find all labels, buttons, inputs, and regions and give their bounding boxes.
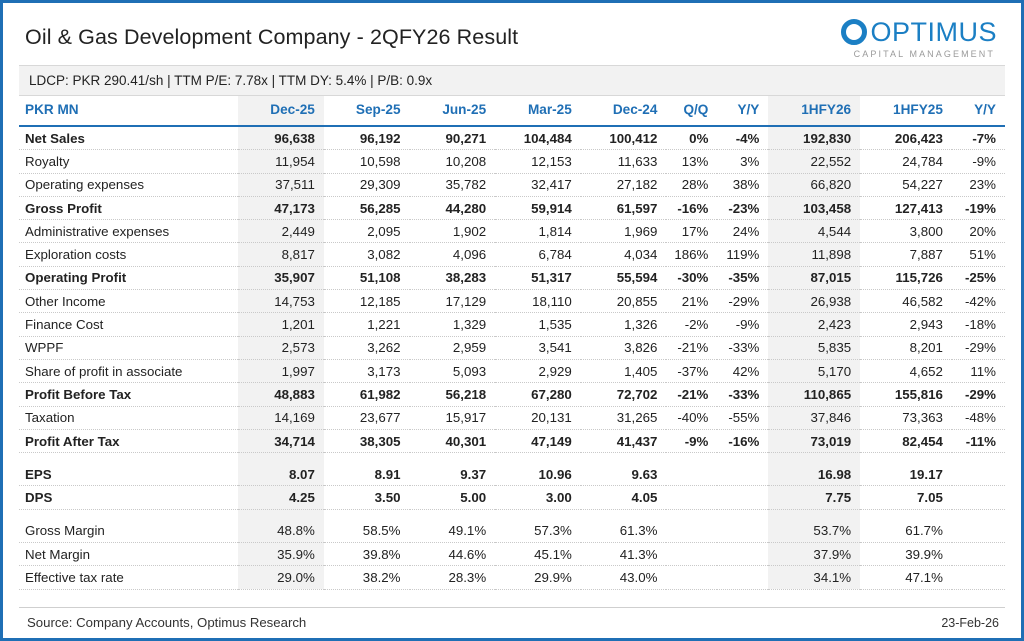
table-body bbox=[19, 126, 1005, 589]
table-cell bbox=[717, 520, 768, 543]
table-cell: -21% bbox=[666, 383, 717, 406]
table-cell: 10,208 bbox=[410, 150, 496, 173]
table-cell: 55,594 bbox=[581, 266, 667, 289]
table-cell bbox=[860, 509, 952, 520]
table-cell: -11% bbox=[952, 429, 1005, 452]
table-cell: 3,262 bbox=[324, 336, 410, 359]
table-cell: 6,784 bbox=[495, 243, 581, 266]
table-cell: 110,865 bbox=[768, 383, 860, 406]
row-label: Administrative expenses bbox=[19, 220, 238, 243]
table-cell: 47,173 bbox=[238, 196, 324, 219]
table-cell: 5,093 bbox=[410, 359, 496, 382]
table-cell bbox=[666, 453, 717, 464]
table-cell bbox=[238, 453, 324, 464]
table-cell bbox=[324, 453, 410, 464]
row-label: Effective tax rate bbox=[19, 566, 238, 589]
table-cell: 38% bbox=[717, 173, 768, 196]
table-cell: 4,096 bbox=[410, 243, 496, 266]
table-cell: -33% bbox=[717, 383, 768, 406]
col-header-1hfy26: 1HFY26 bbox=[768, 96, 860, 126]
table-cell: 54,227 bbox=[860, 173, 952, 196]
table-cell: 1,814 bbox=[495, 220, 581, 243]
table-header-row bbox=[19, 96, 1005, 126]
table-cell: -30% bbox=[666, 266, 717, 289]
table-cell: 44.6% bbox=[410, 543, 496, 566]
table-cell: 11,954 bbox=[238, 150, 324, 173]
row-label: WPPF bbox=[19, 336, 238, 359]
table-cell: 14,169 bbox=[238, 406, 324, 429]
table-cell bbox=[717, 453, 768, 464]
table-cell: 87,015 bbox=[768, 266, 860, 289]
table-row bbox=[19, 243, 1005, 266]
row-label: Gross Margin bbox=[19, 520, 238, 543]
row-label: Operating Profit bbox=[19, 266, 238, 289]
table-cell: 67,280 bbox=[495, 383, 581, 406]
table-cell: 41.3% bbox=[581, 543, 667, 566]
table-cell: 90,271 bbox=[410, 126, 496, 150]
row-label: Royalty bbox=[19, 150, 238, 173]
logo-tagline: CAPITAL MANAGEMENT bbox=[853, 49, 995, 59]
row-label: Other Income bbox=[19, 290, 238, 313]
table-cell: 119% bbox=[717, 243, 768, 266]
table-cell: 38,283 bbox=[410, 266, 496, 289]
table-cell: 4,652 bbox=[860, 359, 952, 382]
table-row bbox=[19, 150, 1005, 173]
table-row bbox=[19, 566, 1005, 589]
table-cell: 38.2% bbox=[324, 566, 410, 589]
table-cell: 35,782 bbox=[410, 173, 496, 196]
table-cell: 51,317 bbox=[495, 266, 581, 289]
table-cell: -9% bbox=[717, 313, 768, 336]
row-label: Profit Before Tax bbox=[19, 383, 238, 406]
table-cell bbox=[324, 509, 410, 520]
optimus-circle-icon bbox=[841, 19, 867, 45]
table-row bbox=[19, 406, 1005, 429]
table-cell: -25% bbox=[952, 266, 1005, 289]
table-row bbox=[19, 429, 1005, 452]
table-cell: 4,544 bbox=[768, 220, 860, 243]
table-cell: 3,541 bbox=[495, 336, 581, 359]
col-header-jun25: Jun-25 bbox=[410, 96, 496, 126]
table-cell bbox=[581, 453, 667, 464]
table-cell: 20,855 bbox=[581, 290, 667, 313]
table-cell: 38,305 bbox=[324, 429, 410, 452]
table-row bbox=[19, 266, 1005, 289]
table-cell: 10.96 bbox=[495, 463, 581, 486]
table-row bbox=[19, 126, 1005, 150]
table-cell: 3.00 bbox=[495, 486, 581, 509]
table-cell: 46,582 bbox=[860, 290, 952, 313]
table-cell: 206,423 bbox=[860, 126, 952, 150]
table-cell: 42% bbox=[717, 359, 768, 382]
table-cell: 15,917 bbox=[410, 406, 496, 429]
table-cell: 12,185 bbox=[324, 290, 410, 313]
row-label: Taxation bbox=[19, 406, 238, 429]
table-cell: 5.00 bbox=[410, 486, 496, 509]
report-header bbox=[17, 13, 1007, 65]
table-cell: 1,969 bbox=[581, 220, 667, 243]
table-cell: 61,982 bbox=[324, 383, 410, 406]
table-cell: 2,573 bbox=[238, 336, 324, 359]
table-cell bbox=[666, 463, 717, 486]
table-cell: -37% bbox=[666, 359, 717, 382]
table-cell: 7.75 bbox=[768, 486, 860, 509]
table-cell bbox=[717, 486, 768, 509]
table-cell: 1,535 bbox=[495, 313, 581, 336]
table-cell: -35% bbox=[717, 266, 768, 289]
table-row bbox=[19, 463, 1005, 486]
table-cell: 37,511 bbox=[238, 173, 324, 196]
table-cell: 37,846 bbox=[768, 406, 860, 429]
table-cell: 31,265 bbox=[581, 406, 667, 429]
row-label: Gross Profit bbox=[19, 196, 238, 219]
col-header-qoq: Q/Q bbox=[666, 96, 717, 126]
table-cell bbox=[666, 543, 717, 566]
table-cell: 17% bbox=[666, 220, 717, 243]
financial-results-table bbox=[19, 96, 1005, 590]
table-cell: 96,192 bbox=[324, 126, 410, 150]
table-cell: 29.9% bbox=[495, 566, 581, 589]
table-cell: 48,883 bbox=[238, 383, 324, 406]
table-cell: 96,638 bbox=[238, 126, 324, 150]
table-cell: 24,784 bbox=[860, 150, 952, 173]
company-logo bbox=[841, 17, 1001, 59]
table-cell: 28% bbox=[666, 173, 717, 196]
col-header-sep25: Sep-25 bbox=[324, 96, 410, 126]
row-label: Exploration costs bbox=[19, 243, 238, 266]
table-cell: 22,552 bbox=[768, 150, 860, 173]
table-cell: 9.63 bbox=[581, 463, 667, 486]
table-row bbox=[19, 313, 1005, 336]
table-cell bbox=[495, 453, 581, 464]
table-cell: 1,221 bbox=[324, 313, 410, 336]
table-cell: 16.98 bbox=[768, 463, 860, 486]
table-cell: -9% bbox=[666, 429, 717, 452]
table-cell: -23% bbox=[717, 196, 768, 219]
table-cell: 51,108 bbox=[324, 266, 410, 289]
table-cell: 4.05 bbox=[581, 486, 667, 509]
logo-wordmark: OPTIMUS bbox=[870, 17, 997, 47]
table-cell: 1,329 bbox=[410, 313, 496, 336]
table-cell: 3.50 bbox=[324, 486, 410, 509]
table-cell: 61,597 bbox=[581, 196, 667, 219]
source-note: Source: Company Accounts, Optimus Research bbox=[27, 615, 307, 630]
table-cell: 18,110 bbox=[495, 290, 581, 313]
table-cell: 23% bbox=[952, 173, 1005, 196]
table-cell: 0% bbox=[666, 126, 717, 150]
table-cell: 1,997 bbox=[238, 359, 324, 382]
table-cell bbox=[952, 486, 1005, 509]
row-label: Net Margin bbox=[19, 543, 238, 566]
table-cell bbox=[860, 453, 952, 464]
table-cell: -16% bbox=[717, 429, 768, 452]
table-cell: 104,484 bbox=[495, 126, 581, 150]
table-cell: 43.0% bbox=[581, 566, 667, 589]
table-cell: -7% bbox=[952, 126, 1005, 150]
row-label: Net Sales bbox=[19, 126, 238, 150]
table-cell: -9% bbox=[952, 150, 1005, 173]
table-cell: -40% bbox=[666, 406, 717, 429]
table-cell: 53.7% bbox=[768, 520, 860, 543]
table-cell: -29% bbox=[952, 336, 1005, 359]
table-cell: 1,902 bbox=[410, 220, 496, 243]
table-cell bbox=[238, 509, 324, 520]
table-cell: 82,454 bbox=[860, 429, 952, 452]
table-cell: 57.3% bbox=[495, 520, 581, 543]
table-cell bbox=[717, 566, 768, 589]
table-cell: 17,129 bbox=[410, 290, 496, 313]
table-cell: 2,095 bbox=[324, 220, 410, 243]
table-cell: 192,830 bbox=[768, 126, 860, 150]
table-row bbox=[19, 359, 1005, 382]
row-label: EPS bbox=[19, 463, 238, 486]
table-cell: 20% bbox=[952, 220, 1005, 243]
row-label: Finance Cost bbox=[19, 313, 238, 336]
table-cell bbox=[666, 509, 717, 520]
table-cell: 29.0% bbox=[238, 566, 324, 589]
table-row bbox=[19, 520, 1005, 543]
col-header-label: PKR MN bbox=[19, 96, 238, 126]
table-cell: 5,170 bbox=[768, 359, 860, 382]
table-cell: 2,449 bbox=[238, 220, 324, 243]
col-header-dec25: Dec-25 bbox=[238, 96, 324, 126]
table-cell: 21% bbox=[666, 290, 717, 313]
table-cell: 3,826 bbox=[581, 336, 667, 359]
table-cell bbox=[666, 486, 717, 509]
table-row bbox=[19, 173, 1005, 196]
table-cell: 2,943 bbox=[860, 313, 952, 336]
table-cell bbox=[768, 453, 860, 464]
table-cell: 51% bbox=[952, 243, 1005, 266]
table-cell: 8.07 bbox=[238, 463, 324, 486]
table-cell bbox=[666, 566, 717, 589]
table-cell: 1,201 bbox=[238, 313, 324, 336]
table-cell: -48% bbox=[952, 406, 1005, 429]
table-cell: 44,280 bbox=[410, 196, 496, 219]
table-cell: 100,412 bbox=[581, 126, 667, 150]
row-label: Share of profit in associate bbox=[19, 359, 238, 382]
page-title: Oil & Gas Development Company - 2QFY26 Result bbox=[25, 25, 519, 49]
valuation-summary-band: LDCP: PKR 290.41/sh | TTM P/E: 7.78x | TTM DY: 5.4% | P/B: 0.9x bbox=[19, 65, 1005, 96]
table-cell: 23,677 bbox=[324, 406, 410, 429]
table-cell: 5,835 bbox=[768, 336, 860, 359]
table-cell: 103,458 bbox=[768, 196, 860, 219]
table-row bbox=[19, 543, 1005, 566]
table-cell: 47,149 bbox=[495, 429, 581, 452]
row-label bbox=[19, 509, 238, 520]
table-cell: -19% bbox=[952, 196, 1005, 219]
table-cell: 39.9% bbox=[860, 543, 952, 566]
table-cell: 72,702 bbox=[581, 383, 667, 406]
table-spacer-row bbox=[19, 453, 1005, 464]
table-cell: 37.9% bbox=[768, 543, 860, 566]
table-cell: 1,405 bbox=[581, 359, 667, 382]
table-cell: 155,816 bbox=[860, 383, 952, 406]
row-label: Operating expenses bbox=[19, 173, 238, 196]
table-cell: 20,131 bbox=[495, 406, 581, 429]
table-cell: 56,285 bbox=[324, 196, 410, 219]
table-cell bbox=[952, 520, 1005, 543]
table-cell: 115,726 bbox=[860, 266, 952, 289]
table-cell: 56,218 bbox=[410, 383, 496, 406]
table-cell: 34,714 bbox=[238, 429, 324, 452]
table-cell bbox=[717, 463, 768, 486]
table-row bbox=[19, 336, 1005, 359]
table-cell: 4,034 bbox=[581, 243, 667, 266]
table-cell: -33% bbox=[717, 336, 768, 359]
table-cell: 58.5% bbox=[324, 520, 410, 543]
table-cell: 8,817 bbox=[238, 243, 324, 266]
table-cell bbox=[666, 520, 717, 543]
table-cell: -29% bbox=[952, 383, 1005, 406]
col-header-yoy-h: Y/Y bbox=[952, 96, 1005, 126]
table-cell: 127,413 bbox=[860, 196, 952, 219]
table-cell: -55% bbox=[717, 406, 768, 429]
table-cell: 3,173 bbox=[324, 359, 410, 382]
table-cell: 7.05 bbox=[860, 486, 952, 509]
table-cell: 4.25 bbox=[238, 486, 324, 509]
col-header-1hfy25: 1HFY25 bbox=[860, 96, 952, 126]
table-cell: 73,019 bbox=[768, 429, 860, 452]
table-cell: 7,887 bbox=[860, 243, 952, 266]
table-cell: 40,301 bbox=[410, 429, 496, 452]
table-cell bbox=[717, 543, 768, 566]
table-cell bbox=[495, 509, 581, 520]
col-header-yoy-q: Y/Y bbox=[717, 96, 768, 126]
table-cell: 49.1% bbox=[410, 520, 496, 543]
table-row bbox=[19, 196, 1005, 219]
table-cell bbox=[768, 509, 860, 520]
table-row bbox=[19, 486, 1005, 509]
table-spacer-row bbox=[19, 509, 1005, 520]
table-cell: 61.3% bbox=[581, 520, 667, 543]
row-label bbox=[19, 453, 238, 464]
table-row bbox=[19, 220, 1005, 243]
table-cell: 13% bbox=[666, 150, 717, 173]
row-label: Profit After Tax bbox=[19, 429, 238, 452]
row-label: DPS bbox=[19, 486, 238, 509]
table-cell: 1,326 bbox=[581, 313, 667, 336]
table-cell: -29% bbox=[717, 290, 768, 313]
table-cell: 8.91 bbox=[324, 463, 410, 486]
table-cell bbox=[581, 509, 667, 520]
table-cell: 26,938 bbox=[768, 290, 860, 313]
table-cell bbox=[952, 543, 1005, 566]
table-cell: 11% bbox=[952, 359, 1005, 382]
table-cell bbox=[410, 453, 496, 464]
table-cell: 10,598 bbox=[324, 150, 410, 173]
table-cell bbox=[410, 509, 496, 520]
table-cell: 66,820 bbox=[768, 173, 860, 196]
table-cell: 47.1% bbox=[860, 566, 952, 589]
table-cell: 61.7% bbox=[860, 520, 952, 543]
col-header-mar25: Mar-25 bbox=[495, 96, 581, 126]
table-cell: 27,182 bbox=[581, 173, 667, 196]
table-cell: 28.3% bbox=[410, 566, 496, 589]
table-cell: 14,753 bbox=[238, 290, 324, 313]
report-date: 23-Feb-26 bbox=[941, 616, 999, 630]
table-cell: -4% bbox=[717, 126, 768, 150]
table-cell: 3,082 bbox=[324, 243, 410, 266]
table-cell: 35,907 bbox=[238, 266, 324, 289]
col-header-dec24: Dec-24 bbox=[581, 96, 667, 126]
table-cell: 12,153 bbox=[495, 150, 581, 173]
table-cell: 186% bbox=[666, 243, 717, 266]
table-cell: 8,201 bbox=[860, 336, 952, 359]
table-cell: 2,423 bbox=[768, 313, 860, 336]
table-cell: 19.17 bbox=[860, 463, 952, 486]
table-cell bbox=[952, 453, 1005, 464]
table-cell: 11,898 bbox=[768, 243, 860, 266]
table-cell: -21% bbox=[666, 336, 717, 359]
table-cell: -42% bbox=[952, 290, 1005, 313]
table-cell bbox=[952, 463, 1005, 486]
table-cell: -16% bbox=[666, 196, 717, 219]
table-cell: 39.8% bbox=[324, 543, 410, 566]
report-footer bbox=[19, 607, 1005, 632]
table-cell: 48.8% bbox=[238, 520, 324, 543]
table-row bbox=[19, 383, 1005, 406]
table-cell: -2% bbox=[666, 313, 717, 336]
table-cell: 73,363 bbox=[860, 406, 952, 429]
table-cell: 45.1% bbox=[495, 543, 581, 566]
table-cell: 41,437 bbox=[581, 429, 667, 452]
table-cell: 11,633 bbox=[581, 150, 667, 173]
table-row bbox=[19, 290, 1005, 313]
table-cell: 34.1% bbox=[768, 566, 860, 589]
table-cell: 2,959 bbox=[410, 336, 496, 359]
table-cell: 3% bbox=[717, 150, 768, 173]
table-cell: 32,417 bbox=[495, 173, 581, 196]
table-cell: 9.37 bbox=[410, 463, 496, 486]
table-cell bbox=[952, 509, 1005, 520]
table-cell: 29,309 bbox=[324, 173, 410, 196]
table-cell: 24% bbox=[717, 220, 768, 243]
table-cell bbox=[952, 566, 1005, 589]
table-cell: 3,800 bbox=[860, 220, 952, 243]
table-cell bbox=[717, 509, 768, 520]
table-cell: -18% bbox=[952, 313, 1005, 336]
table-cell: 2,929 bbox=[495, 359, 581, 382]
table-cell: 35.9% bbox=[238, 543, 324, 566]
table-cell: 59,914 bbox=[495, 196, 581, 219]
